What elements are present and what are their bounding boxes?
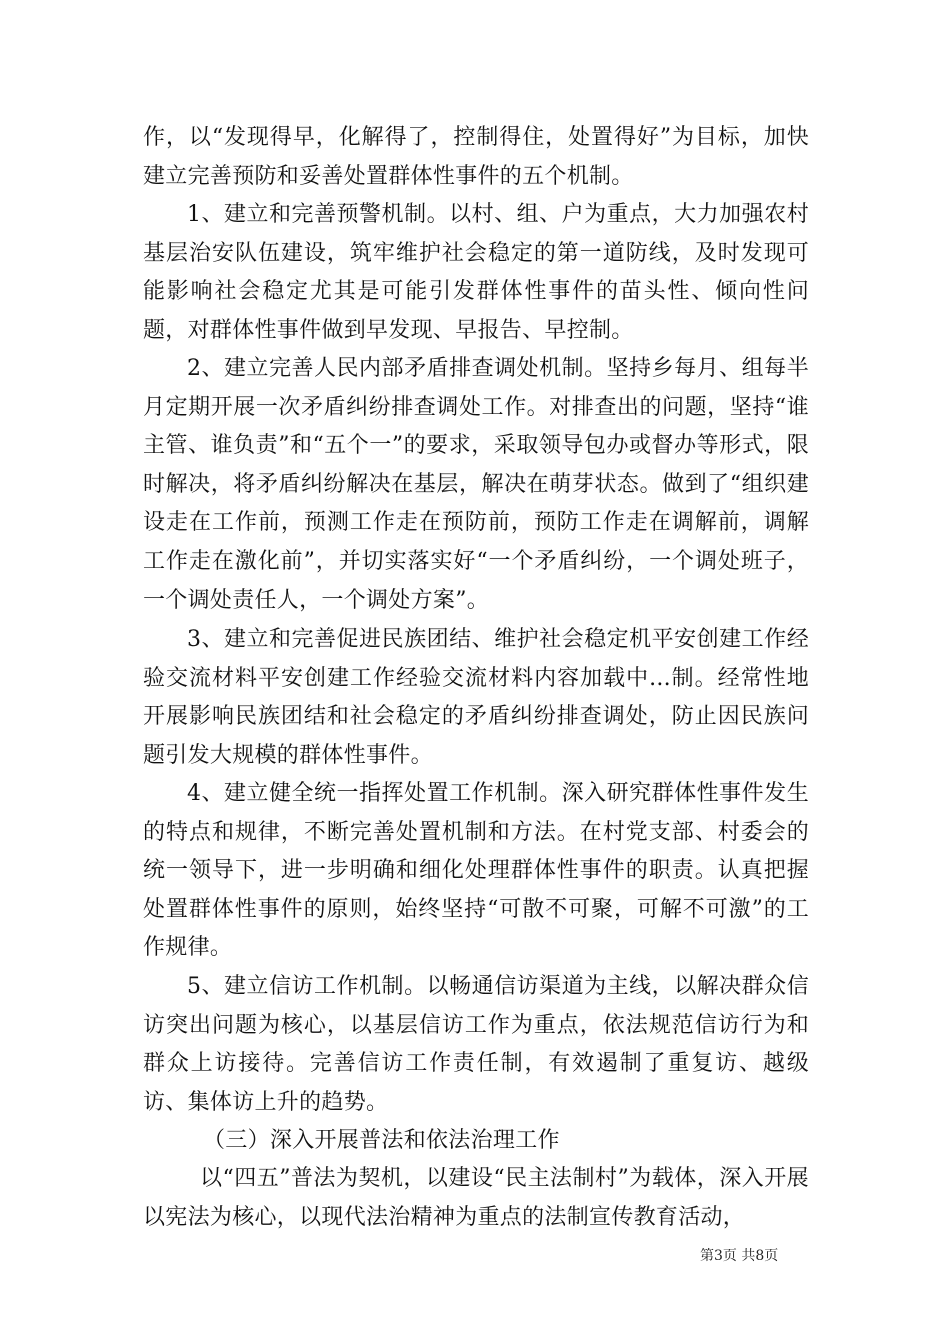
paragraph-item-3: 3、建立和完善促进民族团结、维护社会稳定机平安创建工作经验交流材料平安创建工作经验交流材料内容加载中...制。经常性地开展影响民族团结和社会稳定的矛盾纠纷排查调处，防止因民族问题引发大规模的群体性事件。 <box>143 627 809 768</box>
paragraph-item-5: 5、建立信访工作机制。以畅通信访渠道为主线，以解决群众信访突出问题为核心，以基层信访工作为重点，依法规范信访行为和群众上访接待。完善信访工作责任制，有效遏制了重复访、越级访、集体访上升的趋势。 <box>143 974 809 1115</box>
paragraph-item-1: 1、建立和完善预警机制。以村、组、户为重点，大力加强农村基层治安队伍建设，筑牢维护社会稳定的第一道防线，及时发现可能影响社会稳定尤其是可能引发群体性事件的苗头性、倾向性问题，对群体性事件做到早发现、早报告、早控制。 <box>143 202 809 343</box>
section-heading: （三）深入开展普法和依法治理工作 <box>203 1128 560 1153</box>
page-number-footer: 第3页 共8页 <box>700 1248 779 1264</box>
paragraph-intro-continuation: 作，以“发现得早，化解得了，控制得住，处置得好”为目标，加快建立完善预防和妥善处置群体性事件的五个机制。 <box>143 125 809 189</box>
paragraph-section-body: 以“四五”普法为契机，以建设“民主法制村”为载体，深入开展以宪法为核心，以现代法治精神为重点的法制宣传教育活动， <box>143 1166 809 1230</box>
paragraph-item-4: 4、建立健全统一指挥处置工作机制。深入研究群体性事件发生的特点和规律，不断完善处置机制和方法。在村党支部、村委会的统一领导下，进一步明确和细化处理群体性事件的职责。认真把握处置群体性事件的原则，始终坚持“可散不可聚，可解不可激”的工作规律。 <box>143 781 809 961</box>
paragraph-item-2: 2、建立完善人民内部矛盾排查调处机制。坚持乡每月、组每半月定期开展一次矛盾纠纷排查调处工作。对排查出的问题，坚持“谁主管、谁负责”和“五个一”的要求，采取领导包办或督办等形式，限时解决，将矛盾纠纷解决在基层，解决在萌芽状态。做到了“组织建设走在工作前，预测工作走在预防前，预防工作走在调解前，调解工作走在激化前”，并切实落实好“一个矛盾纠纷，一个调处班子，一个调处责任人，一个调处方案”。 <box>143 356 809 613</box>
